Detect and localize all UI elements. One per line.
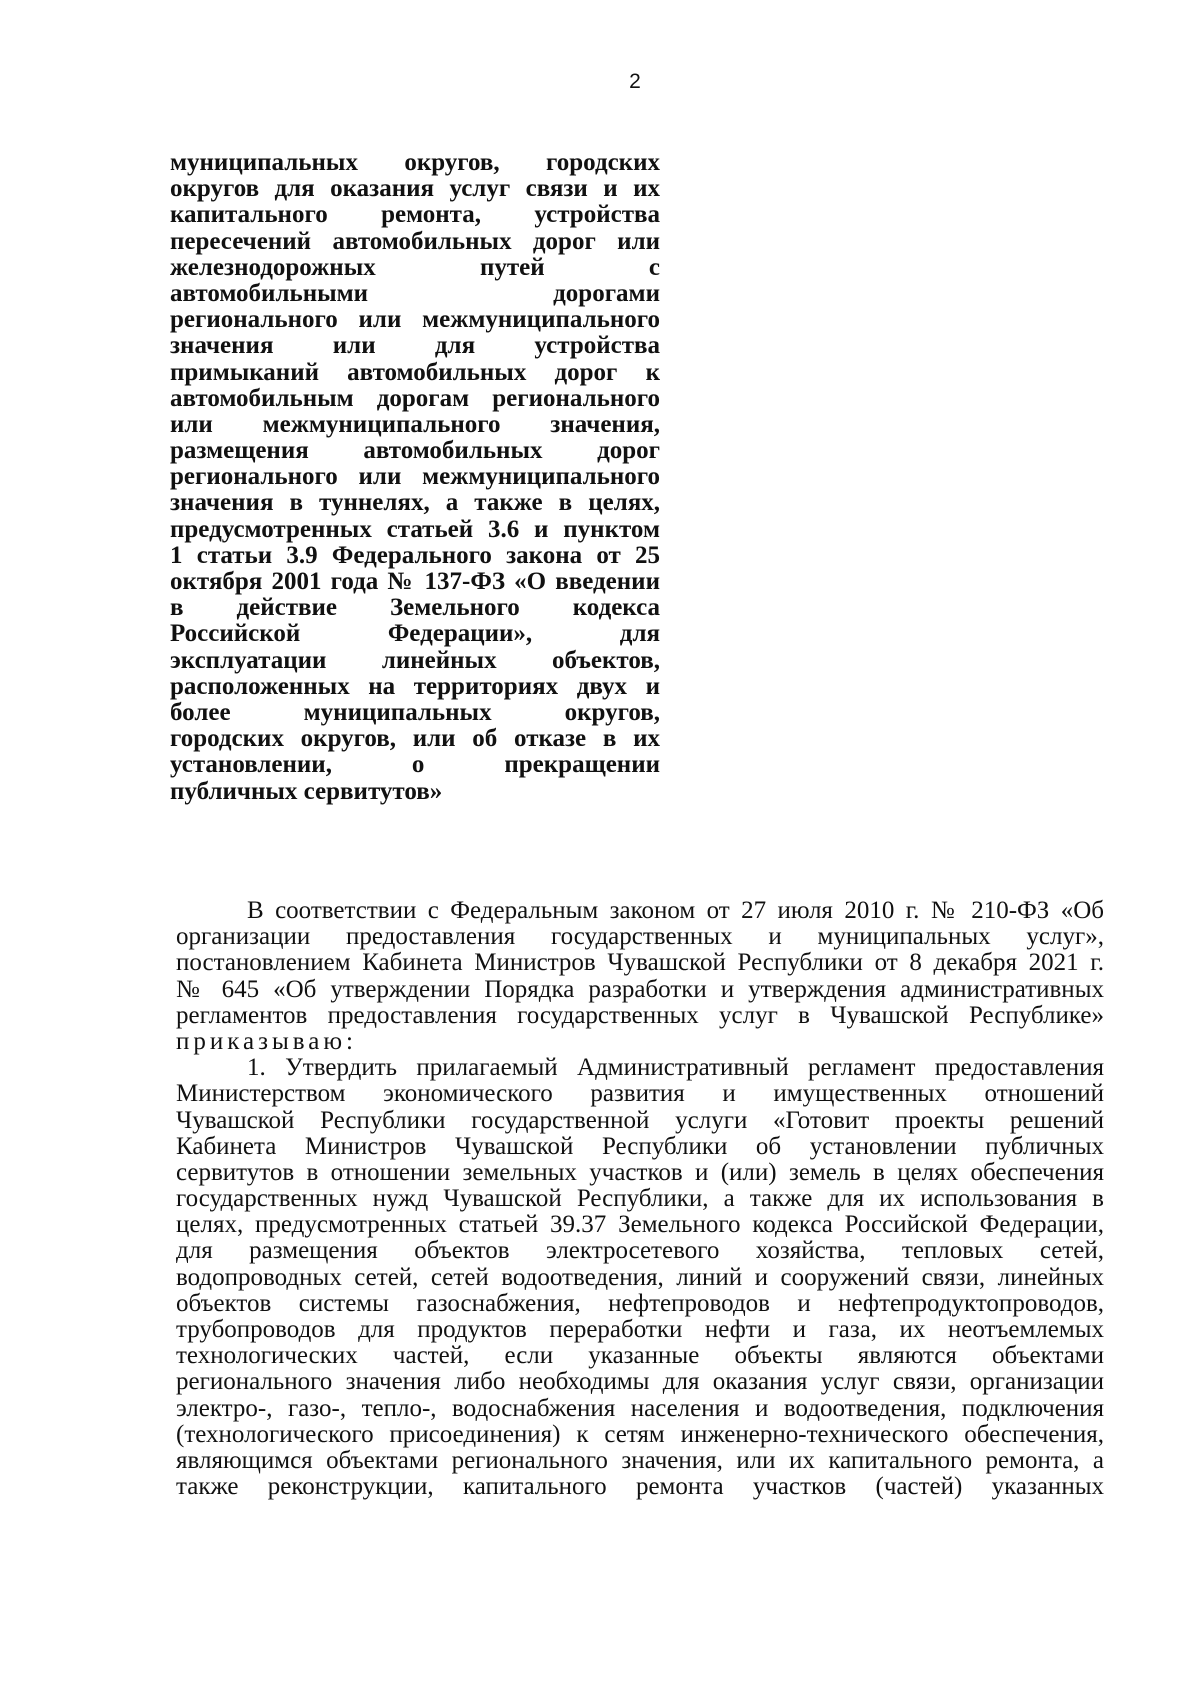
item-line: технологических частей, если указанные объекты являются объектами (176, 1342, 1104, 1370)
item-line: Кабинета Министров Чувашской Республики об установлении публичных (176, 1132, 1104, 1160)
title-line: или межмуниципального значения, (170, 410, 660, 438)
title-line: значения или для устройства (170, 332, 660, 360)
title-line: капитального ремонта, устройства (170, 201, 660, 229)
item-line: сервитутов в отношении земельных участков и (или) земель в целях обеспечения (176, 1158, 1104, 1186)
item-line: Чувашской Республики государственной услуги «Готовит проекты решений (176, 1106, 1104, 1134)
preamble-line: организации предоставления государственных и муниципальных услуг», (176, 923, 1104, 951)
title-line: 1 статьи 3.9 Федерального закона от 25 (170, 541, 660, 569)
title-line: муниципальных округов, городских (170, 149, 660, 176)
item-line: государственных нужд Чувашской Республики, а также для их использования в (176, 1185, 1104, 1213)
title-line: округов для оказания услуг связи и их (170, 175, 660, 203)
preamble-line: регламентов предоставления государственных услуг в Чувашской Республике» (176, 1001, 1104, 1029)
item-line: регионального значения либо необходимы для оказания услуг связи, организации (176, 1368, 1104, 1396)
title-line: расположенных на территориях двух и (170, 672, 660, 700)
title-line: городских округов, или об отказе в их (170, 725, 660, 753)
preamble-line: № 645 «Об утверждении Порядка разработки и утверждения административных (176, 975, 1104, 1003)
item-1-paragraph (176, 1055, 1104, 1500)
title-line: установлении, о прекращении (170, 751, 660, 779)
document-body (176, 898, 1104, 1500)
title-line: регионального или межмуниципального (170, 306, 660, 334)
item-line: целях, предусмотренных статьей 39.37 Земельного кодекса Российской Федерации, (176, 1211, 1104, 1239)
item-line: электро-, газо-, тепло-, водоснабжения населения и водоотведения, подключения (176, 1394, 1104, 1422)
title-line: примыканий автомобильных дорог к (170, 358, 660, 386)
item-line: трубопроводов для продуктов переработки нефти и газа, их неотъемлемых (176, 1316, 1104, 1343)
title-line: размещения автомобильных дорог (170, 437, 660, 465)
item-line: являющимся объектами регионального значения, или их капитального ремонта, а (176, 1446, 1104, 1474)
title-line: публичных сервитутов» (170, 777, 443, 805)
item-line: также реконструкции, капитального ремонта участков (частей) указанных (176, 1473, 1104, 1501)
preamble-line: постановлением Кабинета Министров Чувашской Республики от 8 декабря 2021 г. (176, 949, 1104, 977)
preamble-line: В соответствии с Федеральным законом от 27 июля 2010 г. № 210-ФЗ «Об (247, 897, 1104, 924)
document-title (170, 150, 660, 805)
preamble-paragraph (176, 898, 1104, 1055)
title-line: регионального или межмуниципального (170, 463, 660, 491)
item-line: 1. Утвердить прилагаемый Административный регламент предоставления (247, 1054, 1104, 1082)
title-line: предусмотренных статьей 3.6 и пунктом (170, 515, 660, 543)
item-line: объектов системы газоснабжения, нефтепроводов и нефтепродуктопроводов, (176, 1289, 1104, 1317)
item-line: водопроводных сетей, сетей водоотведения, линий и сооружений связи, линейных (176, 1263, 1104, 1291)
title-line: автомобильными дорогами (170, 279, 660, 307)
item-line: Министерством экономического развития и имущественных отношений (176, 1080, 1104, 1108)
title-line: пересечений автомобильных дорог или (170, 227, 660, 255)
title-line: автомобильным дорогам регионального (170, 384, 660, 412)
title-line: железнодорожных путей с (170, 253, 660, 281)
item-line: (технологического присоединения) к сетям инженерно-технического обеспечения, (176, 1420, 1104, 1448)
title-line: октября 2001 года № 137-ФЗ «О введении (170, 568, 660, 595)
page-number: 2 (629, 70, 641, 93)
title-line: значения в туннелях, а также в целях, (170, 489, 660, 517)
order-word: приказываю: (176, 1027, 357, 1055)
title-line: Российской Федерации», для (170, 620, 660, 648)
title-line: в действие Земельного кодекса (170, 594, 660, 622)
title-line: более муниципальных округов, (170, 698, 660, 726)
title-line: эксплуатации линейных объектов, (170, 646, 660, 674)
item-line: для размещения объектов электросетевого хозяйства, тепловых сетей, (176, 1237, 1104, 1265)
